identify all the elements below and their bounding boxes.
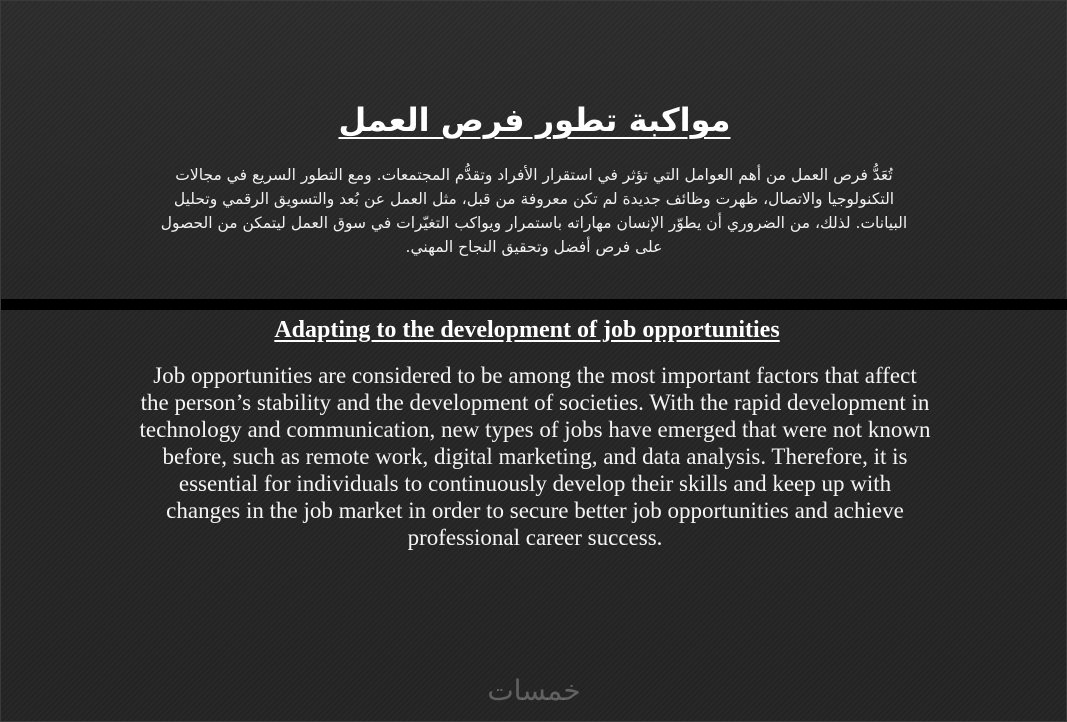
watermark-logo: خمسات (487, 674, 581, 707)
arabic-section (1, 1, 1067, 299)
english-paragraph: Job opportunities are considered to be among the most important factors that affect the person’s stability and the development of societies. With the rapid development in technology and communication, new types of jobs have emerged that were not known before, such as remote work, digital marketing, and data analysis. Therefore, it is essential for individuals to continuously develop their skills and keep up with changes in the job market in order to secure better job opportunities and achieve professional career success. (139, 363, 931, 550)
section-divider (1, 299, 1067, 310)
arabic-paragraph: تُعَدُّ فرص العمل من أهم العوامل التي تؤثر في استقرار الأفراد وتقدُّم المجتمعات. ومع التطور السريع في مجالات التكنولوجيا والاتصال، ظهرت وظائف جديدة لم تكن معروفة من قبل، مثل العمل عن بُعد والتسويق الرقمي وتحليل البيانات. لذلك، من الضروري أن يطوّر الإنسان مهاراته باستمرار ويواكب التغيّرات في سوق العمل ليتمكن من الحصول على فرص أفضل وتحقيق النجاح المهني. (160, 166, 908, 256)
english-title: Adapting to the development of job opportunities (274, 317, 780, 343)
arabic-title: مواكبة تطور فرص العمل (338, 101, 731, 139)
